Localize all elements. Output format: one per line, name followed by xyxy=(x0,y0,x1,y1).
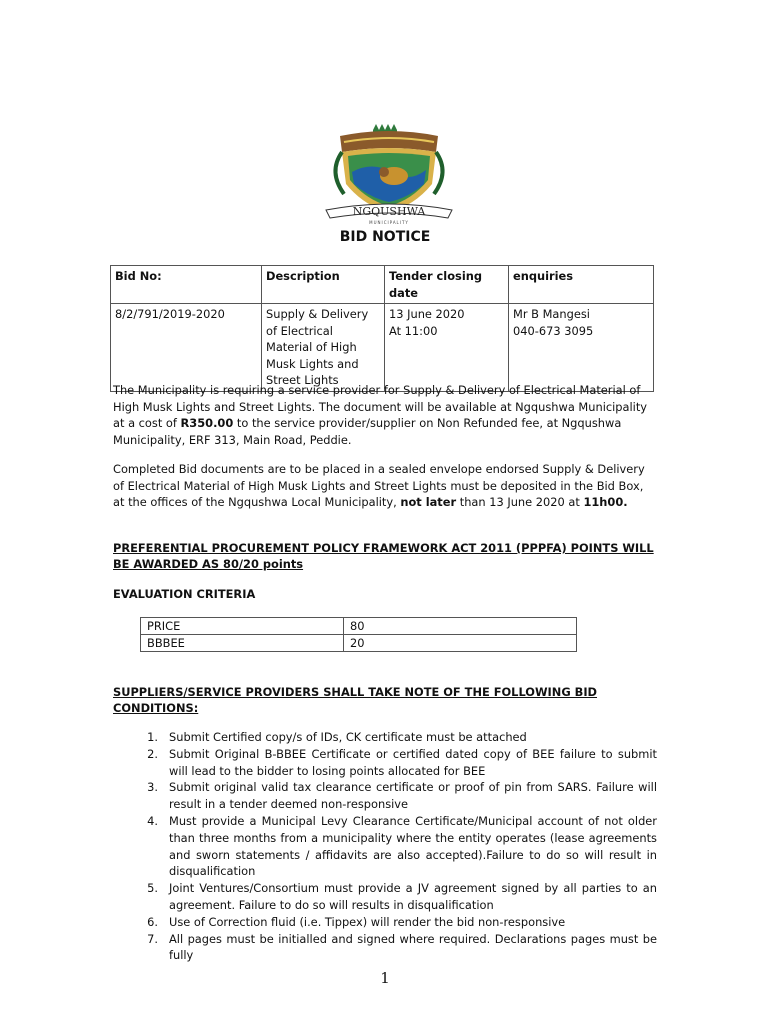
deadline-time: 11h00. xyxy=(583,495,628,509)
list-item xyxy=(113,914,657,931)
bid-description: Supply & Delivery of Electrical Material of High Musk Lights and Street Lights xyxy=(262,304,385,392)
header-enquiries: enquiries xyxy=(509,266,654,304)
submission-paragraph xyxy=(113,461,655,511)
bid-table-header-row xyxy=(111,266,654,304)
logo-text: NGQUSHWA xyxy=(352,205,426,218)
header-bid-no: Bid No: xyxy=(111,266,262,304)
municipality-logo xyxy=(318,122,460,226)
list-item xyxy=(113,813,657,880)
bid-table xyxy=(110,265,654,392)
page-title: BID NOTICE xyxy=(339,229,431,245)
criteria-label: BBBEE xyxy=(141,635,344,652)
closing-date-cell xyxy=(385,304,509,392)
closing-time: At 11:00 xyxy=(389,323,438,338)
item-text: Use of Correction fluid (i.e. Tippex) will render the bid non-responsive xyxy=(169,914,566,929)
bid-number: 8/2/791/2019-2020 xyxy=(111,304,262,392)
enquiries-name: Mr B Mangesi xyxy=(513,307,590,321)
list-item xyxy=(113,880,657,914)
item-number: 3. xyxy=(147,780,158,795)
conditions-list xyxy=(113,729,657,964)
item-text: Joint Ventures/Consortium must provide a JV agreement signed by all parties to an agreement. Failure to do so will results in disqualification xyxy=(169,881,657,912)
page-number: 1 xyxy=(380,969,390,987)
item-number: 6. xyxy=(147,914,158,929)
evaluation-table xyxy=(140,617,577,652)
closing-date: 13 June 2020 xyxy=(389,307,465,321)
header-closing-date: Tender closing date xyxy=(385,266,509,304)
pppfa-heading: PREFERENTIAL PROCUREMENT POLICY FRAMEWORK ACT 2011 (PPPFA) POINTS WILL BE AWARDED AS 80/20 points xyxy=(113,541,654,571)
conditions-heading: SUPPLIERS/SERVICE PROVIDERS SHALL TAKE NOTE OF THE FOLLOWING BID CONDITIONS: xyxy=(113,685,598,715)
para2-text: Completed Bid documents are to be placed in a sealed envelope endorsed Supply & Delivery of Electrical Material of High Musk Lights and Street Lights must be deposited in the Bid Box, at the offices of the Ngqushwa Local Municipality, xyxy=(113,462,645,509)
requirement-paragraph xyxy=(113,382,655,448)
header-description: Description xyxy=(262,266,385,304)
evaluation-heading: EVALUATION CRITERIA xyxy=(113,587,256,601)
criteria-points: 20 xyxy=(344,635,577,652)
list-item xyxy=(113,931,657,965)
enquiries-cell xyxy=(509,304,654,392)
enquiries-phone: 040-673 3095 xyxy=(513,323,594,338)
not-later-text: not later xyxy=(400,495,457,509)
logo-subtext: MUNICIPALITY xyxy=(369,220,409,225)
para1-text-end: to the service provider/supplier on Non Refunded fee, at Ngqushwa Municipality, ERF 313, Main Road, Peddie. xyxy=(113,416,622,447)
item-text: Submit Original B-BBEE Certificate or certified dated copy of BEE failure to submit will lead to the bidder to losing points allocated for BEE xyxy=(169,746,657,778)
item-text: Submit Certified copy/s of IDs, CK certificate must be attached xyxy=(169,730,527,744)
criteria-points: 80 xyxy=(344,618,577,635)
list-item xyxy=(113,729,657,746)
para1-text: The Municipality is requiring a service provider for Supply & Delivery of Electrical Material of High Musk Lights and Street Lights. The document will be available at Ngqushwa Municipality at a cost of xyxy=(113,383,648,430)
bid-table-row xyxy=(111,304,654,392)
criteria-label: PRICE xyxy=(141,618,344,635)
list-item xyxy=(113,746,657,780)
item-text: Submit original valid tax clearance certificate or proof of pin from SARS. Failure will result in a tender deemed non-responsive xyxy=(169,780,657,812)
item-number: 4. xyxy=(147,813,158,828)
item-number: 5. xyxy=(147,881,158,896)
evaluation-row xyxy=(141,635,577,652)
cost-amount: R350.00 xyxy=(180,416,234,430)
item-text: All pages must be initialled and signed where required. Declarations pages must be fully xyxy=(169,931,657,963)
list-item xyxy=(113,779,657,813)
item-text: Must provide a Municipal Levy Clearance Certificate/Municipal account of not older than three months from a municipality where the entity operates (lease agreements and sworn statements / affidavits are also accepted).Failure to do so will result in disqualification xyxy=(169,813,657,879)
para2-middle: than 13 June 2020 at xyxy=(456,495,584,509)
item-number: 1. xyxy=(147,730,158,744)
item-number: 7. xyxy=(147,931,158,946)
evaluation-row xyxy=(141,618,577,635)
item-number: 2. xyxy=(147,746,158,761)
